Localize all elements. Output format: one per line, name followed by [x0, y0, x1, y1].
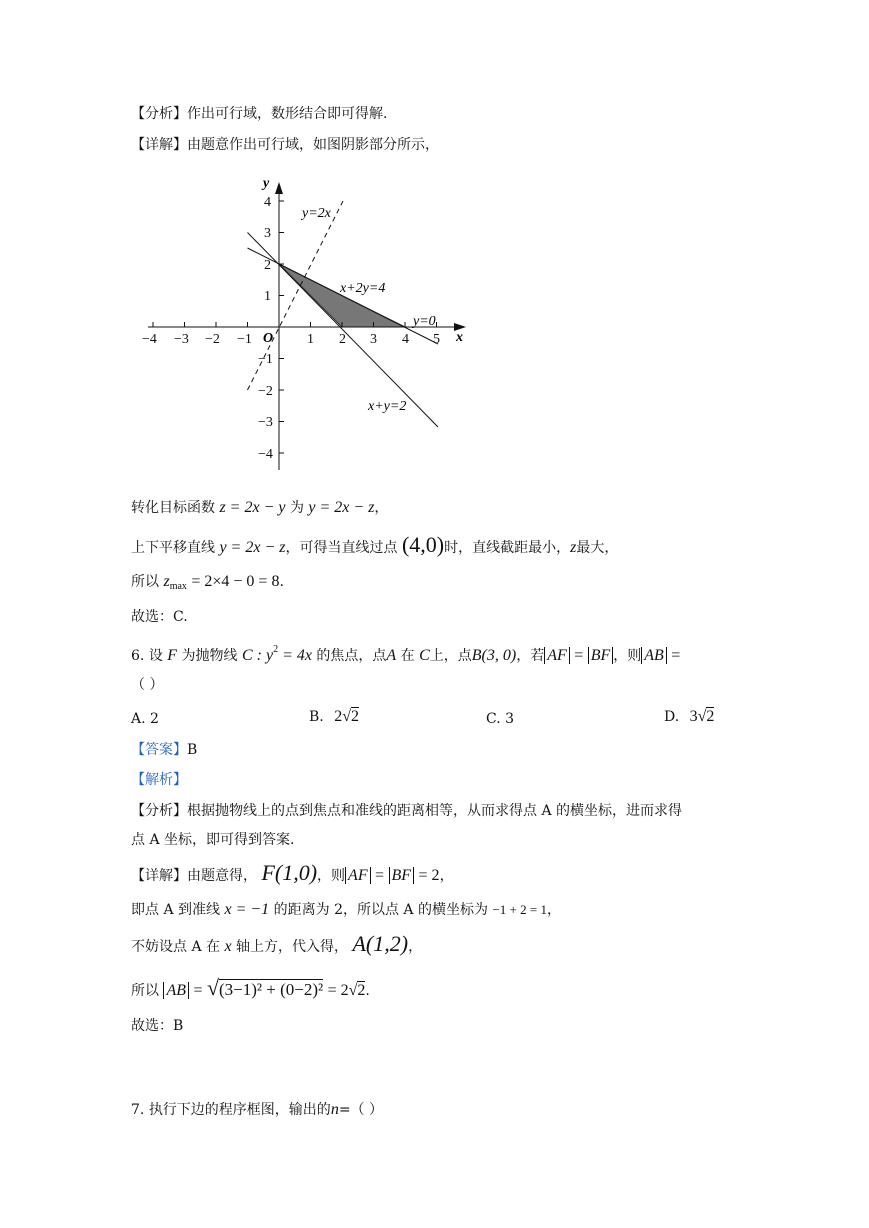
- q6-text3: 的焦点，点: [316, 648, 387, 664]
- q6-line2-end: ，: [546, 902, 561, 918]
- q7-number: 7.: [131, 1102, 145, 1118]
- x-tick-labels: [142, 332, 440, 347]
- option-d-letter: D.: [664, 709, 680, 725]
- convert-mid: 为: [289, 500, 304, 516]
- detail-tag: 【详解】: [131, 137, 187, 153]
- q6-parabola: C : y: [241, 647, 274, 664]
- y-axis-arrow: [275, 182, 283, 194]
- q6-detail-line4: [131, 975, 370, 1001]
- y-tick-label: −2: [258, 384, 273, 399]
- origin-label: O: [263, 331, 274, 346]
- label-y-2x: y=2x: [302, 206, 331, 221]
- q6-C: C: [419, 647, 430, 664]
- label-x-y-2: x+y=2: [368, 399, 407, 414]
- y-tick-label: −4: [258, 447, 273, 462]
- y-tick-label: −3: [258, 415, 273, 430]
- q6-parabola-sup: 2: [273, 644, 279, 655]
- q6-line4-rad: (3−1)² + (0−2)²: [219, 980, 324, 999]
- y-tick-labels: [258, 195, 273, 462]
- detail-text: 由题意作出可行域，如图阴影部分所示，: [187, 137, 439, 153]
- option-d-radicand: 2: [706, 708, 715, 725]
- q6-detail-end: ，: [439, 868, 454, 884]
- shift-tail: 最大，: [576, 540, 619, 556]
- shift-line: [131, 532, 619, 558]
- q6-detail-mid: ，则: [317, 868, 346, 884]
- option-a-value: 2: [150, 711, 159, 727]
- answer-value: B: [187, 742, 198, 758]
- q6-eq: =: [574, 647, 584, 664]
- choice-line-5: [131, 607, 188, 627]
- q6-abs-BF: BF: [588, 647, 614, 664]
- q6-line3-mid: 轴上方，代入得，: [236, 939, 349, 955]
- q6-analysis-line1: [131, 801, 682, 821]
- q6-text2: 为抛物线: [181, 648, 238, 664]
- q6-line3-x: x: [224, 938, 232, 955]
- result-prefix: 所以: [131, 574, 159, 590]
- y-axis-label: y: [263, 176, 270, 191]
- question6-stem: [131, 640, 680, 666]
- convert-expr1: z = 2x − y: [219, 499, 286, 516]
- result-end: .: [279, 574, 284, 590]
- q6-text5: 上，点: [429, 648, 472, 664]
- q6-line4-res: = 2: [327, 982, 349, 999]
- q6-line2-pre: 即点 A 到准线: [131, 902, 221, 918]
- q6-eq2: =: [671, 647, 681, 664]
- choice-line-6: [131, 1016, 183, 1036]
- shift-mid: ，可得当直线过点: [285, 540, 398, 556]
- q6-line3-end: ，: [408, 939, 423, 955]
- q6-analysis-text2: 点 A 坐标，即可得到答案.: [131, 832, 295, 848]
- q6-detail-line2: [131, 900, 561, 920]
- answer-tag: 【答案】: [131, 742, 187, 758]
- q6-detail-BF: BF: [389, 867, 415, 884]
- analysis-text: 作出可行域，数形结合即可得解.: [187, 106, 388, 122]
- option-b-letter: B.: [309, 709, 324, 725]
- choice-text-5: 故选：C.: [131, 609, 188, 625]
- option-b-radicand: 2: [350, 708, 359, 725]
- choice-text-6: 故选：B: [131, 1018, 184, 1034]
- q6-detail-tag: 【详解】: [131, 868, 187, 884]
- answer-line: [131, 740, 197, 760]
- x-tick-label: 1: [307, 332, 314, 347]
- q6-detail-eq: =: [375, 867, 385, 884]
- shift-end: 时，直线截距最小，: [444, 540, 571, 556]
- q6-line2-calc: −1 + 2 = 1: [492, 902, 547, 917]
- detail-line: [131, 135, 439, 155]
- q6-B: B(3, 0): [471, 647, 517, 664]
- convert-prefix: 转化目标函数: [131, 500, 215, 516]
- x-tick-label: 5: [433, 332, 440, 347]
- q6-line4-eq: =: [193, 982, 203, 999]
- q6-detail-line1: [131, 860, 454, 886]
- q6-text6: ，若: [516, 648, 545, 664]
- x-tick-label: −4: [142, 332, 157, 347]
- question7-stem: [131, 1100, 383, 1120]
- shift-expr: y = 2x − z: [219, 539, 286, 556]
- q6-analysis-text1: 根据抛物线上的点到焦点和准线的距离相等，从而求得点 A 的横坐标，进而求得: [187, 803, 683, 819]
- x-axis-label: x: [456, 330, 463, 345]
- result-sub: max: [169, 581, 187, 592]
- q6-detail-val: = 2: [418, 867, 440, 884]
- y-tick-label: 4: [264, 195, 271, 210]
- sqrt-icon: √: [697, 708, 707, 725]
- x-tick-label: −2: [205, 332, 220, 347]
- x-tick-label: 4: [402, 332, 409, 347]
- feasible-region-graph: [140, 172, 475, 482]
- q6-abs-AB: AB: [641, 647, 667, 664]
- q6-line4-pre: 所以: [131, 983, 159, 999]
- q6-F: F: [167, 647, 178, 664]
- q6-line2-mid: 的距离为 2，所以点 A 的横坐标为: [273, 902, 488, 918]
- y-tick-label: 2: [264, 258, 271, 273]
- sqrt-icon: √: [348, 982, 358, 999]
- label-x-2y-4: x+2y=4: [340, 281, 386, 296]
- x-tick-label: −1: [237, 332, 252, 347]
- option-c-value: 3: [505, 711, 515, 727]
- q6-detail-text: 由题意得，: [187, 868, 257, 884]
- option-d-coef: 3: [689, 708, 698, 725]
- q6-abs-AF: AF: [544, 647, 570, 664]
- q6-number: 6.: [131, 648, 145, 664]
- shift-prefix: 上下平移直线: [131, 540, 215, 556]
- q7-text: 执行下边的程序框图，输出的: [148, 1102, 331, 1118]
- q6-line4-end: .: [365, 983, 370, 999]
- q6-line4-res-rad: 2: [357, 982, 366, 999]
- option-b-coef: 2: [334, 708, 343, 725]
- q6-parabola-rest: = 4x: [278, 647, 312, 664]
- q6-line4-AB: AB: [163, 982, 189, 999]
- q6-text4: 在: [400, 648, 415, 664]
- q6-analysis-tag: 【分析】: [131, 803, 187, 819]
- option-b[interactable]: [309, 707, 359, 727]
- sqrt-icon: √: [206, 975, 220, 1000]
- jiexi-tag: 【解析】: [131, 772, 187, 788]
- shift-z: z: [570, 539, 577, 556]
- q6-detail-line3: [131, 931, 423, 957]
- x-tick-label: −3: [174, 332, 189, 347]
- shift-point: (4,0): [401, 532, 445, 557]
- q6-A: A: [386, 647, 397, 664]
- jiexi-line: [131, 770, 187, 790]
- x-tick-label: 3: [370, 332, 377, 347]
- q6-text7: ，则: [613, 648, 642, 664]
- option-c[interactable]: [486, 709, 514, 729]
- convert-expr2: y = 2x − z: [308, 499, 375, 516]
- q6-line2-expr: x = −1: [224, 901, 270, 918]
- y-tick-label: 1: [264, 289, 271, 304]
- analysis-line: [131, 104, 387, 124]
- y-tick-label: −1: [258, 352, 273, 367]
- sqrt-icon: √: [342, 708, 351, 725]
- q6-analysis-line2: [131, 830, 294, 850]
- q6-paren: [131, 675, 163, 695]
- option-a-letter: A.: [131, 711, 146, 727]
- convert-end: ，: [374, 500, 389, 516]
- option-d[interactable]: [664, 707, 714, 727]
- q6-text1: 设: [148, 648, 163, 664]
- q6-detail-AF: AF: [345, 867, 371, 884]
- result-line: [131, 572, 284, 597]
- convert-line: [131, 498, 388, 518]
- x-tick-label: 2: [339, 332, 346, 347]
- option-c-letter: C.: [486, 711, 501, 727]
- option-a[interactable]: [131, 709, 159, 729]
- y-tick-label: 3: [264, 226, 271, 241]
- result-z: z: [163, 573, 170, 590]
- q6-line3-A: A(1,2): [352, 931, 409, 956]
- q7-n: n: [330, 1101, 339, 1118]
- analysis-tag: 【分析】: [131, 106, 187, 122]
- q6-paren-text: （ ）: [131, 677, 164, 693]
- q6-detail-F: F(1,0): [261, 860, 318, 885]
- q6-line3-pre: 不妨设点 A 在: [131, 939, 221, 955]
- q7-eq: =（ ）: [338, 1102, 383, 1118]
- label-y-0: y=0: [413, 314, 436, 329]
- result-expr: = 2×4 − 0 = 8: [191, 573, 280, 590]
